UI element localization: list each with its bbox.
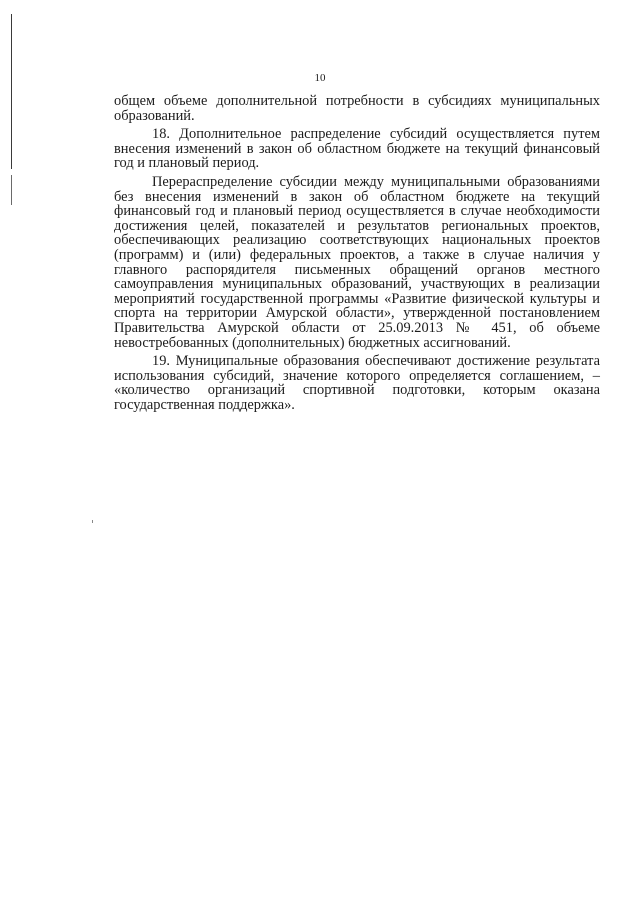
paragraph-19: 19. Муниципальные образования обеспечивают достижение результата использования субсидий, значение которого определяется соглашением, – «количество организаций спортивной подготовки, которым оказана государственная поддержка». — [114, 353, 600, 413]
scan-speck — [92, 520, 93, 523]
document-body — [114, 94, 600, 416]
paragraph-continuation: общем объеме дополнительной потребности в субсидиях муниципальных образований. — [114, 93, 600, 124]
scan-edge-mark — [11, 14, 12, 169]
paragraph-18: 18. Дополнительное распределение субсидий осуществляется путем внесения изменений в закон об областном бюджете на текущий финансовый год и плановый период. — [114, 126, 600, 172]
scan-edge-mark — [11, 175, 12, 205]
paragraph-redistribution: Перераспределение субсидии между муниципальными образованиями без внесения изменений в закон об областном бюджете на текущий финансовый год и плановый период осуществляется в случае необходимости достижения целей, показателей и результатов региональных проектов, обеспечивающих реализацию соответствующих национальных проектов (программ) и (или) федеральных проектов, а также в случае наличия у главного распорядителя письменных обращений органов местного самоуправления муниципальных образований, участвующих в реализации мероприятий государственной программы «Развитие физической культуры и спорта на территории Амурской области», утвержденной постановлением Правительства Амурской области от 25.09.2013 № 451, об объеме невостребованных (дополнительных) бюджетных ассигнований. — [114, 173, 600, 351]
page-number: 10 — [314, 72, 326, 84]
